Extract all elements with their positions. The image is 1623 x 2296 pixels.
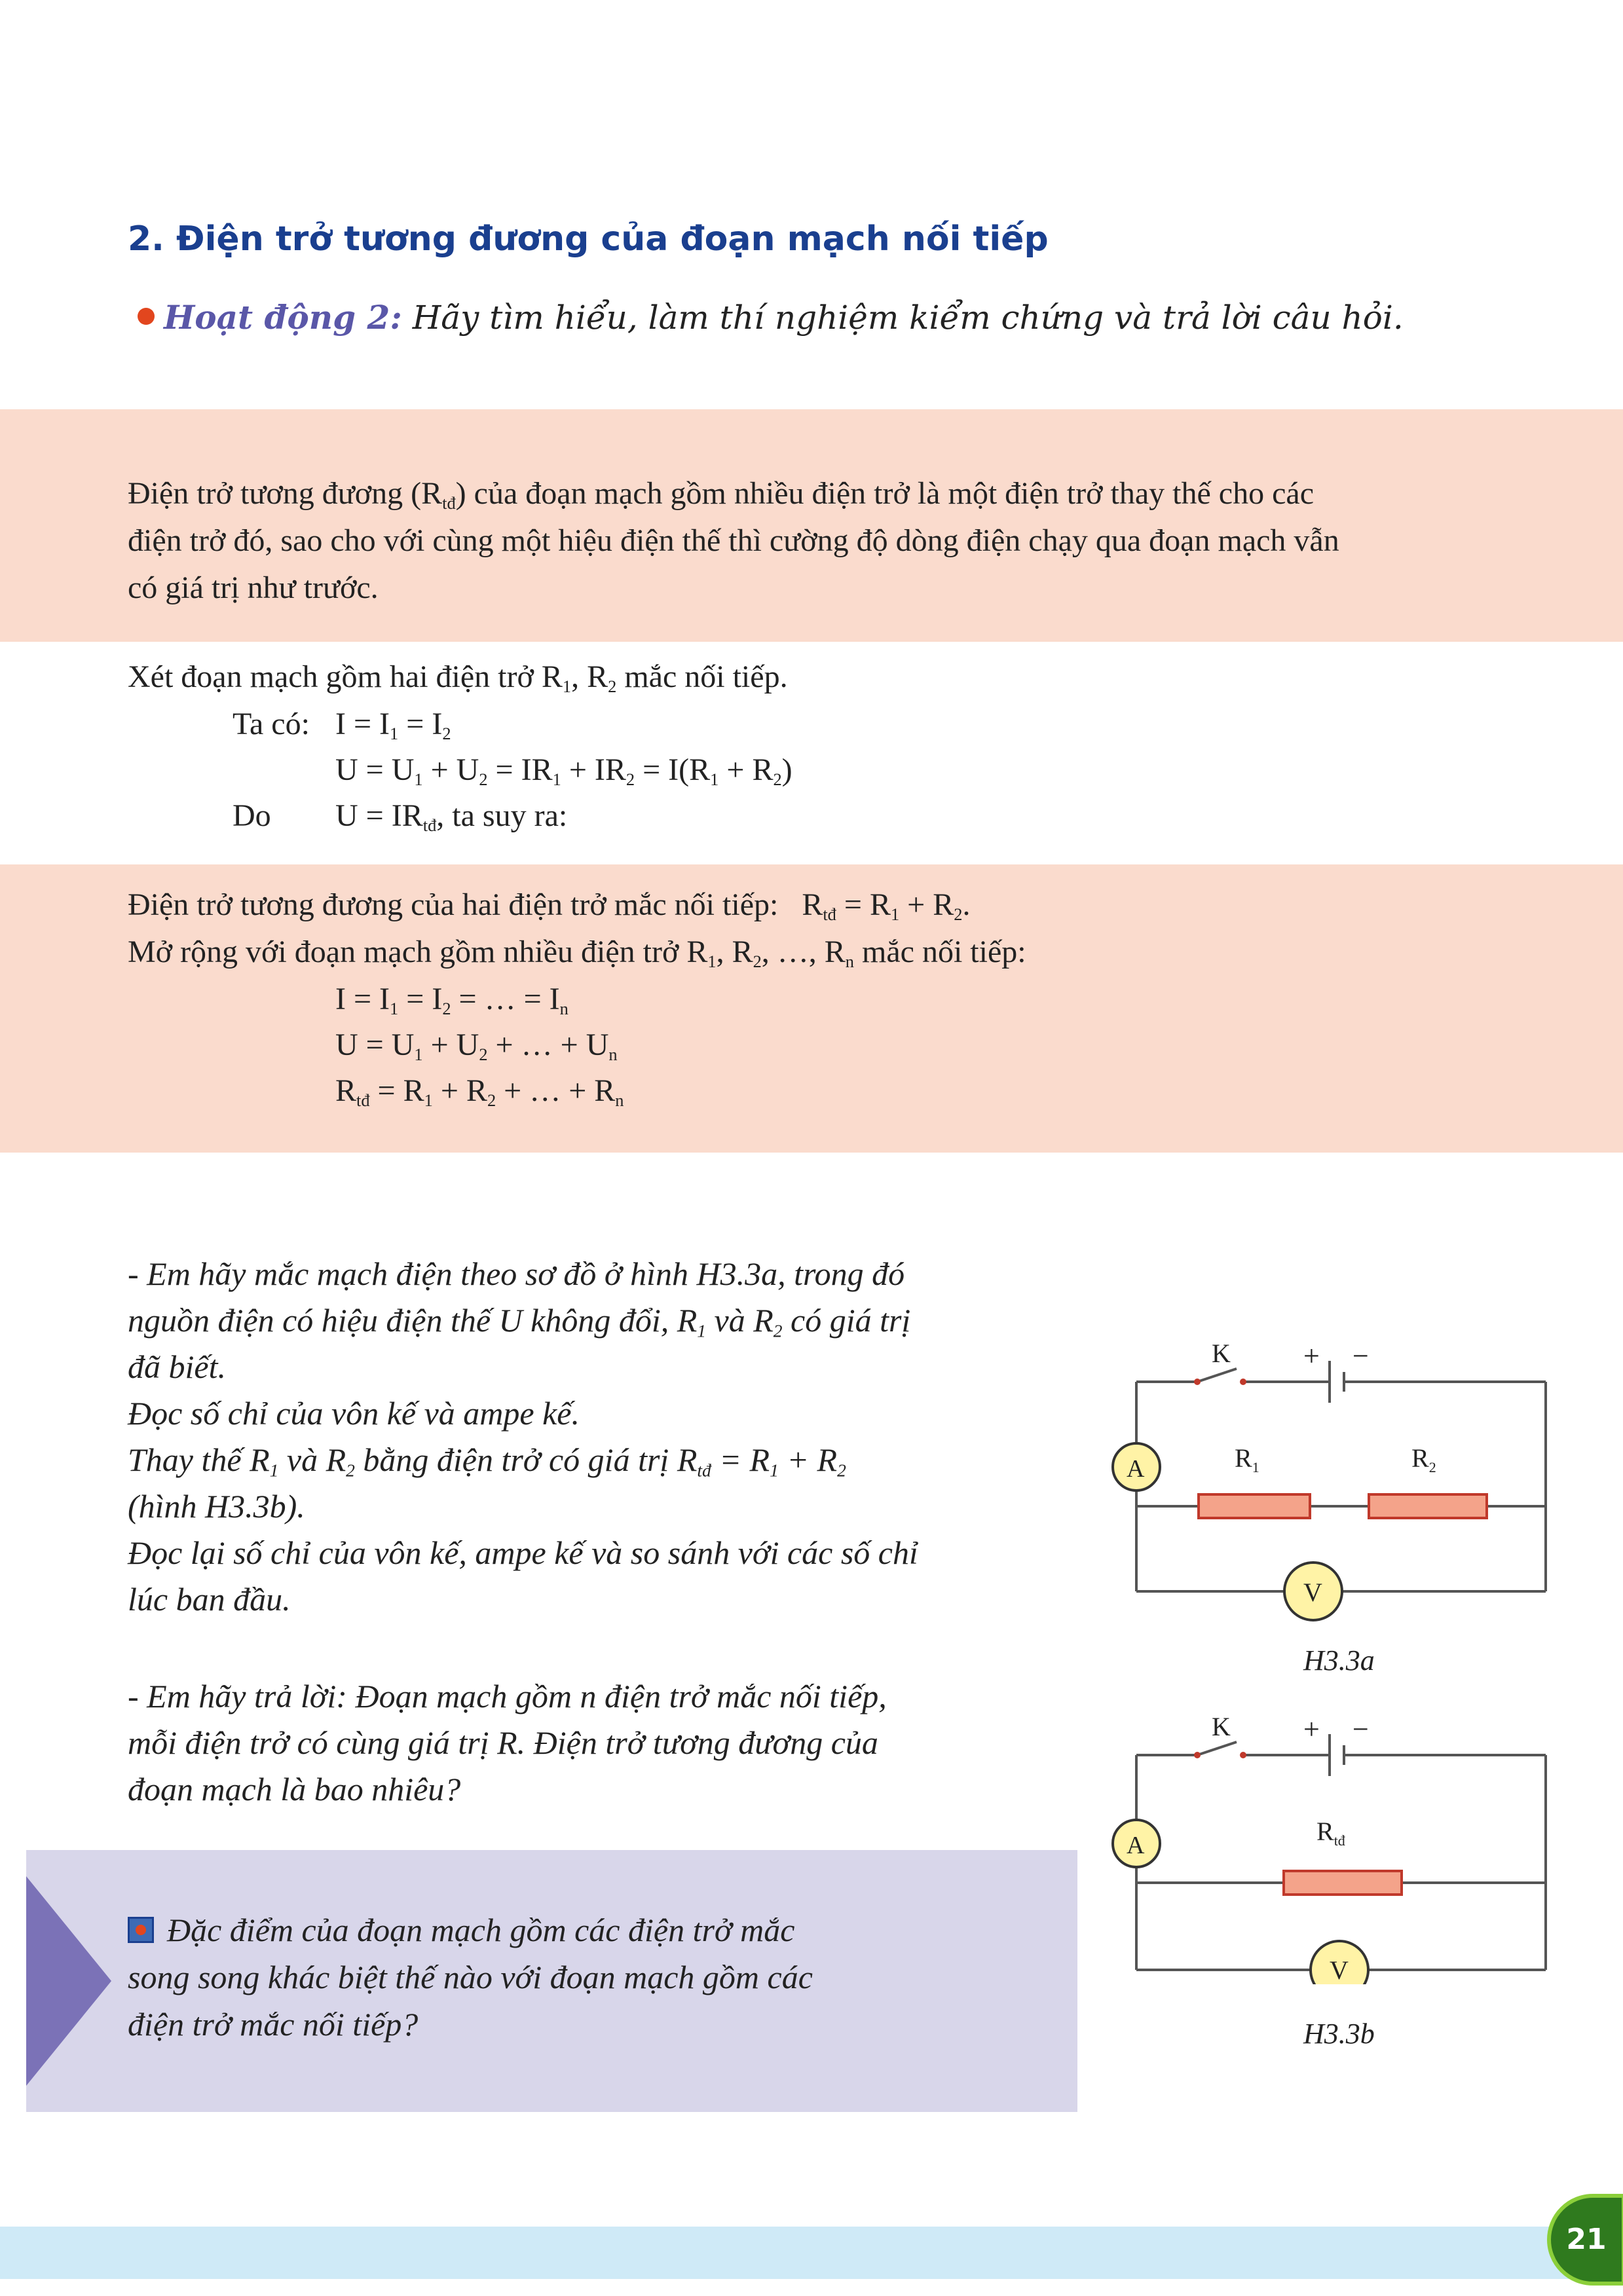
r1-label: $R_1$ [1235, 1443, 1259, 1475]
question-box-line-3: điện trở mắc nối tiếp? [128, 2006, 419, 2043]
result-line-2: Mở rộng với đoạn mạch gồm nhiều điện trở $R_1$, $R_2$, …, $R_n$ mắc nối tiếp: [128, 935, 1026, 971]
general-voltage: $U = U_1 + U_2$ + … + $U_n$ [335, 1028, 618, 1064]
result-line-1: Điện trở tương đương của hai điện trở mắc nối tiếp: $R_{tđ} = R_1 + R_2$. [128, 887, 971, 924]
footer-band [0, 2227, 1623, 2279]
definition-line-3: có giá trị như trước. [128, 570, 379, 605]
minus-sign: − [1352, 1713, 1369, 1745]
definition-line-2: điện trở đó, sao cho với cùng một hiệu điện thế thì cường độ dòng điện chạy qua đoạn mạch vẫn [128, 523, 1339, 558]
plus-sign: + [1303, 1340, 1320, 1372]
section-heading: 2. Điện trở tương đương của đoạn mạch nối tiếp [128, 219, 1049, 259]
definition-line-1: Điện trở tương đương $(R_{tđ})$ của đoạn mạch gồm nhiều điện trở là một điện trở thay thế cho các [128, 476, 1314, 513]
task-line-6: (hình H3.3b). [128, 1488, 305, 1525]
question-icon [128, 1917, 154, 1943]
figure-caption-a: H3.3a [1303, 1644, 1375, 1676]
equation-current: $I = I_1 = I_2$ [335, 707, 451, 743]
voltmeter-label: V [1330, 1955, 1349, 1984]
question-box-line-2: song song khác biệt thế nào với đoạn mạch gồm các [128, 1959, 813, 1995]
plus-sign: + [1303, 1713, 1320, 1745]
task-line-8: lúc ban đầu. [128, 1581, 291, 1618]
task-line-1: - Em hãy mắc mạch điện theo sơ đồ ở hình H3.3a, trong đó [128, 1255, 905, 1292]
equation-u-ir: $U = IR_{tđ}$, ta suy ra: [335, 798, 568, 835]
switch-label: K [1212, 1712, 1231, 1741]
resistor-r1 [1199, 1494, 1310, 1518]
ammeter-label: A [1127, 1455, 1145, 1483]
activity-line [138, 298, 1404, 337]
resistor-r2 [1369, 1494, 1487, 1518]
task-line-4: Đọc số chỉ của vôn kế và ampe kế. [128, 1395, 580, 1432]
voltmeter-label: V [1303, 1578, 1322, 1607]
minus-sign: − [1352, 1340, 1369, 1372]
task-line-5: Thay thế $R_1$ và $R_2$ bằng điện trở có giá trị $R_{tđ} = R_1 + R_2$ [128, 1441, 846, 1481]
task-line-3: đã biết. [128, 1348, 226, 1385]
task-line-7: Đọc lại số chỉ của vôn kế, ampe kế và so sánh với các số chỉ [128, 1534, 918, 1571]
bullet-icon [138, 308, 155, 325]
resistor-rtd [1284, 1871, 1402, 1895]
circuit-diagram-h33b [1087, 1709, 1559, 1984]
arrow-marker-icon [26, 1876, 111, 2086]
general-resistance: $R_{tđ} = R_1 + R_2$ + … + $R_n$ [335, 1073, 624, 1110]
derivation-intro: Xét đoạn mạch gồm hai điện trở $R_1$, $R_2$ mắc nối tiếp. [128, 659, 788, 696]
switch-label: K [1212, 1339, 1231, 1368]
figure-caption-b: H3.3b [1303, 2018, 1375, 2050]
task-line-2: nguồn điện có hiệu điện thế U không đổi, $R_1$ và $R_2$ có giá trị [128, 1302, 911, 1341]
ammeter-label: A [1127, 1832, 1145, 1859]
ta-co-label: Ta có: [233, 707, 310, 741]
question-line-1: - Em hãy trả lời: Đoạn mạch gồm n điện trở mắc nối tiếp, [128, 1678, 887, 1714]
rtd-label: $R_{tđ}$ [1316, 1817, 1345, 1849]
r2-label: $R_2$ [1411, 1443, 1436, 1475]
general-current: $I = I_1 = I_2$ = … = $I_n$ [335, 982, 569, 1018]
question-line-3: đoạn mạch là bao nhiêu? [128, 1771, 461, 1807]
question-box-line-1: Đặc điểm của đoạn mạch gồm các điện trở mắc [128, 1907, 794, 1953]
activity-text: Hãy tìm hiểu, làm thí nghiệm kiểm chứng và trả lời câu hỏi. [412, 299, 1404, 337]
do-label: Do [233, 798, 271, 833]
page-number: 21 [1547, 2194, 1623, 2286]
equation-voltage: $U = U_1 + U_2 = IR_1 + IR_2 = I(R_1 + R_2)$ [335, 752, 793, 789]
activity-label: Hoạt động 2: [164, 298, 402, 337]
question-line-2: mỗi điện trở có cùng giá trị R. Điện trở tương đương của [128, 1724, 878, 1761]
